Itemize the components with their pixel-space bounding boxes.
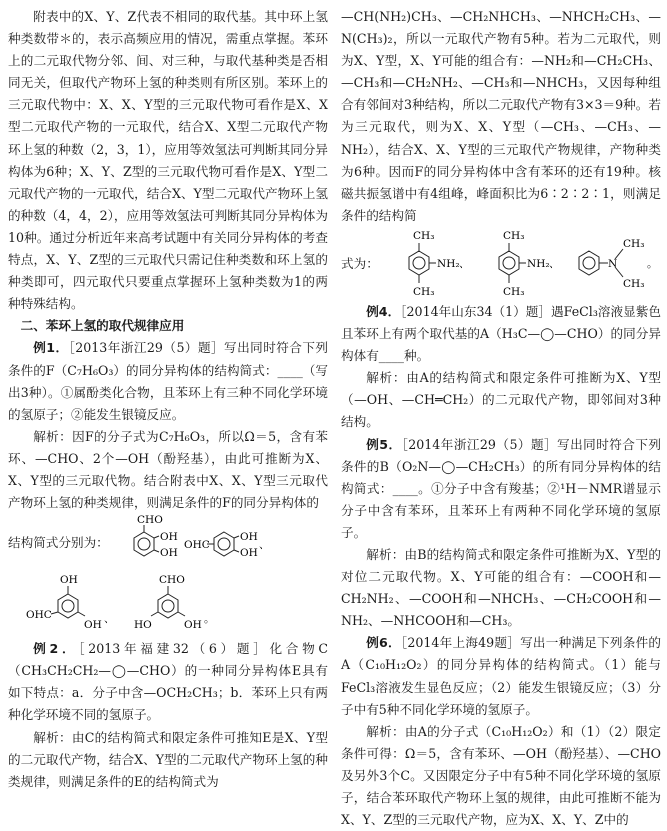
oh-label: OH — [84, 619, 102, 632]
analysis-5: 解析：由B的结构简式和限定条件可推断为X、Y型的对位二元取代物。X、Y可能的组合有：—COOH和—CH₂NH₂、—COOH和—NHCH₃、—CH₂COOH和—NH₂、—NHCOOH和—CH₃。 — [341, 546, 661, 629]
cho-label: CHO — [136, 514, 163, 527]
example-2-text: ［2013年福建32（6）题］化合物C（CH₃CH₂CH₂—◯—CHO）的一种同分异构体E具有如下特点：a．分子中含—OCH₂CH₃；b．苯环上只有两种化学环境不同的氢原子。 — [8, 641, 328, 723]
ch3-label: CH₃ — [412, 285, 435, 298]
example-6-text: ［2014年上海49题］写出一种满足下列条件的A（C₁₀H₁₂O₂）的同分异构体的结构简式。（1）能与FeCl₃溶液发生显色反应；（2）能发生银镜反应；（3）分子中有5种不同化学环境的氢原子。 — [341, 635, 662, 717]
cho-label: CHO — [159, 574, 185, 587]
n-label: N — [607, 257, 617, 270]
intro-paragraph: 附表中的X、Y、Z代表不相同的取代基。其中环上氢种类数带＊的，表示高频应用的情况，需重点掌握。苯环上的二元取代物分邻、间、对三种，与取代基种类是否相同无关，但取代产物环上氢的种类则有所区别。苯环上的三元取代物中：X、X、Y型的三元取代物可看作是X、X型二元取代产物的一元取代，结合X、X型二元取代产物环上氢的种数（2，3，1），应用等效氢法可判断其同分异构体为6种；X、Y、Z型的三元取代物可看作是X、Y型二元取代产物的一元取代，结合X、Y型二元取代产物环上氢的种数（4，4，2），应用等效氢法可判断其同分异构体为10种。通过分析近年来高考试题中有关同分异构体的考查特点，X、Y、Z型的三元取代只需记住种类数和环上氢的种类即可，四元取代只要重点掌握环上氢种类数为1的两种特殊结构。 — [8, 9, 328, 312]
analysis-6: 解析：由A的分子式（C₁₀H₁₂O₂）和（1）（2）限定条件可得：Ω＝5，含有苯环、—OH（酚羟基）、—CHO及另外3个C。又因限定分子中有5种不同化学环境的氢原子，结合苯环取代产物环上氢的规律，由此可推断不能为X、Y、Z型的三元取代产物，应为X、X、Y、Z中的 — [341, 723, 661, 828]
analysis-4: 解析：由A的结构简式和限定条件可推断为X、Y型（—OH、—CH═CH₂）的二元取代产物，即邻间对3种结构。 — [341, 370, 661, 430]
example-1-text: ［2013年浙江29（5）题］写出同时符合下列条件的F（C₇H₆O₃）的同分异构体的结构简式：____（写出3种）。①属酚类化合物，且苯环上有三种不同化学环境的氢原子；②能发生银镜反应。 — [8, 340, 328, 422]
oh-label: OH — [184, 619, 202, 632]
example-6-label: 例6． — [366, 635, 401, 651]
example-2-label: 例2． — [33, 641, 79, 657]
example-4-text: ［2014年山东34（1）题］遇FeCl₃溶液显紫色且苯环上有两个取代基的A（H₃C—◯—CHO）的同分异构体有____种。 — [341, 303, 661, 364]
isomer-4 — [151, 586, 185, 618]
example-1-structures — [8, 514, 328, 572]
phenol-aldehyde-isomers-2 — [8, 572, 308, 638]
example-5-text: ［2014年浙江29（5）题］写出同时符合下列条件的B（O₂N—◯—CH₂CH₃）的所有同分异构体的结构简式：____。①分子中含有羧基；②¹H－NMR谱显示分子中含有苯环，且苯环上有两种不同化学环境的氢原子。 — [341, 436, 661, 540]
isomer-r1 — [409, 243, 436, 283]
example-3-structures — [341, 227, 661, 301]
example-1 — [8, 337, 328, 425]
left-column — [8, 6, 328, 793]
separator: 、 — [104, 613, 115, 626]
ch3-label: CH₃ — [622, 277, 645, 290]
period: 。 — [204, 613, 215, 626]
example-4-label: 例4． — [366, 303, 401, 319]
isomer-3 — [51, 586, 85, 618]
example-2 — [8, 638, 328, 726]
ch3-label: CH₃ — [502, 229, 525, 242]
structures-lead: 结构简式分别为： — [8, 535, 109, 551]
example-4 — [341, 301, 661, 367]
amine-isomers — [379, 227, 659, 301]
separator: 、 — [258, 539, 270, 552]
example-6 — [341, 632, 661, 720]
isomer-r2 — [499, 243, 526, 283]
analysis-1: 解析：因F的分子式为C₇H₆O₃，所以Ω＝5，含有苯环、—CHO、2个—OH（酚羟基），由此可推断为X、X、Y型的三元取代物。结合附表中X、X、Y型三元取代产物环上氢的种类规律，则满足条件的F的同分异构体的 — [8, 428, 328, 511]
isomer-1 — [134, 525, 159, 556]
ohc-label: OHC — [26, 609, 52, 622]
example-5 — [341, 434, 661, 544]
oh-label: OH — [239, 531, 258, 544]
nh2-label: NH₂ — [526, 257, 550, 270]
oh-label: OH — [60, 574, 78, 587]
oh-label: OH — [159, 531, 178, 544]
period: 。 — [646, 257, 658, 270]
example-5-label: 例5． — [366, 436, 402, 452]
ohc-label: OHC — [183, 539, 210, 552]
oh-label: OH — [159, 547, 178, 560]
separator: 、 — [548, 257, 560, 270]
isomer-2 — [207, 532, 239, 556]
example-1-structures-2 — [8, 572, 328, 638]
continued-paragraph: —CH(NH₂)CH₃、—CH₂NHCH₃、—NHCH₂CH₃、—N(CH₃)₂，所以一元取代产物有5种。若为二元取代，则为X、Y型，X、Y可能的组合有：—NH₂和—CH₂CH₃、—CH₃和—CH₂NH₂、—CH₃和—NHCH₃，又因每种组合有邻间对3种结构，所以二元取代产物有3×3＝9种。若为三元取代，则为X、X、Y型（—CH₃、—CH₃、—NH₂），结合X、X、Y型的三元取代产物规律，产物种类为6种。因而F的同分异构体中含有苯环的还有19种。核磁共振氢谱中有4组峰，峰面积比为6∶2∶2∶1，则满足条件的结构简 — [341, 9, 661, 223]
section-heading: 二、苯环上氢的取代规律应用 — [20, 318, 185, 334]
ch3-label: CH₃ — [502, 285, 525, 298]
ho-label: HO — [134, 619, 152, 632]
separator: 、 — [458, 257, 470, 270]
ch3-label: CH₃ — [412, 229, 435, 242]
phenol-aldehyde-isomers — [109, 514, 315, 572]
example-1-label: 例1． — [33, 340, 69, 356]
nh2-label: NH₂ — [436, 257, 460, 270]
structures-lead-r: 式为： — [341, 255, 379, 271]
ch3-label: CH₃ — [622, 237, 645, 250]
right-column — [341, 6, 661, 831]
oh-label: OH — [239, 547, 258, 560]
analysis-2: 解析：由C的结构简式和限定条件可推知E是X、Y型的二元取代产物，结合X、Y型的二元取代产物环上氢的种类规律，则满足条件的E的结构简式为 — [8, 729, 328, 789]
